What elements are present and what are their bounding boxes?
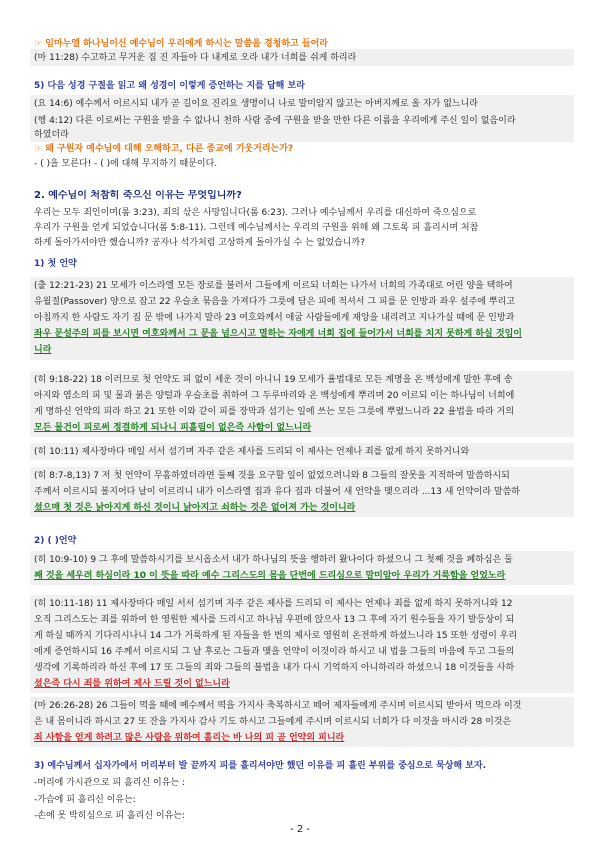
text-line-39: 3) 예수님께서 십자가에서 머리부터 발 끝까지 피를 흘리셔야만 했던 이유를 피 흘린 부위를 중심으로 묵상해 보자. [34, 761, 487, 771]
text-line-6: 하였더라 [34, 130, 69, 140]
text-line-18: 니라 [34, 345, 52, 355]
text-line-35: 셨은즉 다시 죄를 위하여 제사 드릴 것이 없느니라 [34, 679, 230, 689]
text-line-25: 주께서 이르시되 볼지어다 날이 이르리니 내가 이스라엘 집과 유다 집과 더불어 새 언약을 맺으리라 ...13 새 언약이라 말씀하 [34, 487, 520, 497]
text-line-42: -손에 못 박히심으로 피 흘리신 이유는: [34, 811, 185, 821]
text-line-27: 2) ( )언약 [34, 536, 77, 546]
text-line-12: 하게 돌아가셔야만 했습니까? 공자나 석가처럼 고상하게 돌아가실 수 는 없었습니까? [34, 238, 365, 248]
text-line-10: 우리는 모두 죄인이며(롬 3:23), 죄의 삯은 사망입니다(롬 6:23). 그러나 예수님께서 우리를 대신하여 죽으심으로 [34, 208, 477, 218]
text-line-34: 생각에 기록하리라 하신 후에 17 또 그들의 죄와 그들의 불법을 내가 다시 기억하지 아니하리라 하셨으니 18 이것들을 사하 [34, 663, 515, 673]
text-line-20: 아지와 염소의 피 및 물과 붉은 양털과 우슬초를 취하여 그 두루마리와 온 백성에게 뿌리며 20 이르되 이는 하나님이 너희에 [34, 391, 515, 401]
text-line-16: 아침까지 한 사람도 자기 집 문 밖에 나가지 말라 23 여호와께서 애굽 사람들에게 재앙을 내리려고 지나가실 때에 문 인방과 [34, 313, 515, 323]
text-line-19: (히 9:18-22) 18 이러므로 첫 언약도 피 없이 세운 것이 아니니 19 모세가 율법대로 모든 계명을 온 백성에게 말한 후에 송 [34, 375, 513, 385]
text-line-21: 게 명하신 언약의 피라 하고 21 또한 이와 같이 피를 장막과 섬기는 일에 쓰는 모든 그릇에 뿌렸느니라 22 율법을 따라 거의 [34, 407, 515, 417]
text-line-41: -가슴에 피 흘리신 이유는: [34, 795, 136, 805]
text-line-1: ☞ 임마누엘 하나님이신 예수님이 우리에게 하시는 말씀을 경청하고 들어라 [34, 39, 328, 49]
text-line-3: 5) 다음 성경 구절을 읽고 왜 성경이 이렇게 증언하는 지를 답해 보라 [34, 81, 305, 91]
text-line-29: 째 것을 세우려 하심이라 10 이 뜻을 따라 예수 그리스도의 몸을 단번에 드리심으로 말미암아 우리가 거룩함을 얻었노라 [34, 571, 506, 581]
text-line-38: 죄 사함을 얻게 하려고 많은 사람을 위하여 흘리는 바 나의 피 곧 언약의 피니라 [34, 733, 345, 743]
text-line-5: (행 4:12) 다른 이로써는 구원을 받을 수 없나니 천하 사람 중에 구원을 받을 만한 다른 이름을 우리에게 주신 일이 없음이라 [34, 116, 516, 126]
text-line-33: 에게 증언하시되 16 주께서 이르시되 그 날 후로는 그들과 맺을 언약이 이것이라 하시고 내 법을 그들의 마음에 두고 그들의 [34, 647, 515, 657]
text-line-11: 우리가 구원을 얻게 되었습니다(롬 5:8-11). 그런데 예수님께서는 우리의 구원을 위해 왜 그토록 피 흘리시며 처참 [34, 223, 479, 233]
text-line-31: 오직 그리스도는 죄를 위하여 한 영원한 제사를 드리시고 하나님 우편에 앉으사 13 그 후에 자기 원수들을 자기 발등상이 되 [34, 615, 515, 625]
text-line-7: ☞ 왜 구원자 예수님에 대해 오해하고, 다른 종교에 기웃거리는가? [34, 144, 294, 154]
text-line-28: (히 10:9-10) 9 그 후에 말씀하시기를 보시옵소서 내가 하나님의 뜻을 행하러 왔나이다 하셨으니 그 첫째 것을 폐하심은 둘 [34, 555, 513, 565]
text-line-26: 셨으매 첫 것은 낡아지게 하신 것이니 낡아지고 쇠하는 것은 없어져 가는 것이니라 [34, 503, 356, 513]
text-line-15: 유월절(Passover) 양으로 잡고 22 우슬초 묶음을 가져다가 그릇에 담은 피에 적셔서 그 피를 문 인방과 좌우 설주에 뿌리고 [34, 297, 515, 307]
text-line-32: 게 하실 때까지 기다리시나니 14 그가 거룩하게 된 자들을 한 번의 제사로 영원히 온전하게 하셨느니라 15 또한 성령이 우리 [34, 631, 518, 641]
text-line-8: - ( )을 모른다! - ( )에 대해 무지하기 때문이다. [34, 159, 218, 169]
text-line-40: -머리에 가시관으로 피 흘리신 이유는 : [34, 778, 185, 788]
text-line-22: 모든 물건이 피로써 정결하게 되나니 피흘림이 없은즉 사함이 없느니라 [34, 423, 312, 433]
text-line-14: (출 12:21-23) 21 모세가 이스라엘 모든 장로를 불러서 그들에게 이르되 너희는 나가서 너희의 가족대로 어린 양을 택하여 [34, 281, 513, 291]
text-line-36: (마 26:26-28) 26 그들이 먹을 때에 예수께서 떡을 가지사 축복하시고 떼어 제자들에게 주시며 이르시되 받아서 먹으라 이것 [34, 701, 522, 711]
text-line-2: (마 11:28) 수고하고 무거운 짐 진 자들아 다 내게로 오라 내가 너희를 쉬게 하리라 [34, 53, 357, 63]
page-number: - 2 - [290, 824, 310, 835]
text-line-9: 2. 예수님이 처참히 죽으신 이유는 무엇입니까? [34, 190, 242, 201]
text-line-13: 1) 첫 언약 [34, 259, 77, 269]
text-line-24: (히 8:7-8,13) 7 저 첫 언약이 무흠하였더라면 둘째 것을 요구할 일이 없었으려니와 8 그들의 잘못을 지적하여 말씀하시되 [34, 471, 510, 481]
text-line-30: (히 10:11-18) 11 제사장마다 매일 서서 섬기며 자주 같은 제사를 드리되 이 제사는 언제나 죄를 없게 하지 못하거니와 12 [34, 599, 513, 609]
text-line-23: (히 10:11) 제사장마다 매일 서서 섬기며 자주 같은 제사를 드리되 이 제사는 언제나 죄를 없게 하지 못하거니와 [34, 447, 470, 457]
text-line-37: 은 내 몸이니라 하시고 27 또 잔을 가지사 감사 기도 하시고 그들에게 주시며 이르시되 너희가 다 이것을 마시라 28 이것은 [34, 717, 512, 727]
text-line-4: (요 14:6) 예수께서 이르시되 내가 곧 길이요 진리요 생명이니 나로 말미암지 않고는 아버지께로 올 자가 없느니라 [34, 99, 478, 109]
text-line-17: 좌우 문설주의 피를 보시면 여호와께서 그 문을 넘으시고 멸하는 자에게 너희 집에 들어가서 너희를 치지 못하게 하실 것임이 [34, 329, 522, 339]
